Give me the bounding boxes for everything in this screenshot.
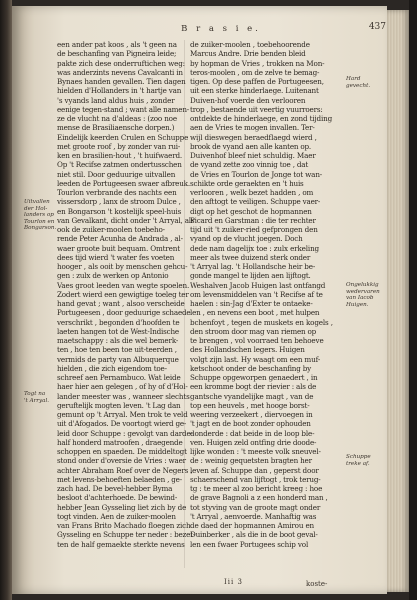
text-line: de daed der hopmannen Amirou en (190, 521, 315, 530)
text-line: tot styving van de groote magt onder (190, 502, 321, 512)
text-line: wijl dieswegen beraedflaegd wierd , (190, 132, 317, 142)
page-header (56, 24, 386, 38)
text-line: hooger , als ooit by menschen gehcu- (57, 262, 188, 271)
margin-note-hard-gevecht (346, 76, 382, 89)
text-line: mense de Brasiliaensche dorpen.) (57, 123, 175, 133)
text-line: met groote roof , by zonder van rui- (57, 141, 181, 151)
text-line: verlooren , welk bezet hadden , om (190, 188, 314, 197)
text-line: len een fwaer Portugees schip vol (190, 539, 309, 549)
text-line: gemunt op 't Arryal. Men trok te veld (57, 410, 188, 419)
text-line: dede nam dagelijx toe : zulx erkeling (190, 243, 320, 253)
text-line: hand gevat ; want , alsoo verscheide (57, 299, 185, 308)
margin-note-line: van Iacob (346, 295, 374, 302)
text-line: ten de half gemaekte sterkte nevens (57, 539, 185, 549)
text-line: van Gevalkant, dicht onder 't Arryal, als (57, 215, 195, 225)
text-line: laeten hangen tot de West-Indische (57, 326, 179, 336)
text-line: ken en brasilien-hout , 't huifwaerd. (57, 151, 183, 160)
text-line: ze de vlucht na d'aldeas : (zoo noe (57, 114, 177, 123)
text-line: de : weinig gequetsten bragten her (190, 456, 312, 466)
text-line: was anderzints nevens Cavalcanti in (57, 67, 183, 77)
text-line: Portugeesen , door geduurige schaede (57, 308, 191, 318)
margin-note-line: Tourlon en (24, 218, 55, 225)
text-line: ten , hoe ten been toe uit-teerden , (57, 345, 177, 355)
text-line: Tourlon verbrande des nachts een (57, 188, 177, 197)
text-line: zach had. De bevel-hebber Byma (57, 484, 173, 493)
text-line: Vaes groot leeden van wegte spoelen. (57, 280, 190, 290)
text-line: Marcus Andre. Drie benden bleid (190, 49, 306, 59)
text-line: eenige tegen-stand ; want alle namen- (57, 104, 190, 114)
text-line: de beschanfing van Pigneira leide; (57, 49, 177, 59)
text-line: Picard en Garstman : die ter rechter (190, 215, 316, 225)
signature-mark: Iii 3 (224, 578, 243, 586)
text-line: pakte zich dese onderruftichen weg: (57, 58, 185, 68)
text-line: vissersdorp , lanx de stroom Dulce , (57, 197, 181, 207)
text-line: Op 't Recifse zatmen ondertusschen (57, 160, 182, 170)
page-number: 437 (368, 22, 386, 32)
text-line: digt op het geschot de hopmannen (190, 206, 312, 216)
text-line: verschrikt , begonden d'hoofden te (57, 317, 180, 327)
margin-note-line: treke af. (346, 460, 370, 467)
text-line: van Frans Brito Machado floegen zich (57, 521, 191, 530)
text-line: haelen : sin-Jag d'Exter te ontaeke- (190, 299, 313, 308)
catchword: koste- (306, 580, 328, 588)
text-line: leeden de Portugeesen swaer afbreuk. (57, 178, 190, 188)
text-line: ketschoot onder de beschanfing by (190, 363, 311, 373)
text-line: bchenfoyt , tegen de muskets en kogels , (190, 317, 333, 327)
margin-note-line: Hard (346, 76, 361, 82)
margin-note-line: landers op (24, 212, 54, 219)
text-line: Eindelijk keerden Crulen en Schuppe (57, 132, 189, 142)
text-line: Gysseling en Schuppe ter neder : bezet- (57, 530, 196, 540)
margin-note-ongelukkig (346, 282, 382, 308)
running-head: B r a s i e. (181, 24, 261, 34)
text-line: schaerschend van lijftogt , trok terug- (190, 474, 321, 484)
text-line: by hopman de Vries , trokken na Mon- (190, 58, 325, 68)
text-line: geruftelijk mogten leven. 't Lag dan (57, 400, 181, 410)
text-line: om levensmiddelen van 't Recifse af te (190, 289, 323, 299)
text-line: Weshalven Jacob Huigen last ontfangd (190, 280, 326, 290)
text-line: tg : te meer al zoo bericht kreeg : hoe (190, 484, 323, 493)
text-line: len , en nevens een boot , met hulpen (190, 308, 320, 318)
text-line: gonde mangel te lijden aen lijftogt. (190, 271, 311, 281)
text-line: top een heuvels , met hooge borst- (190, 400, 310, 410)
text-line: besloot d'achterhoede. De bewind- (57, 493, 178, 503)
margin-note-uitvallen (24, 199, 60, 232)
text-line: uit een sterke hinderlaege. Luitenant (190, 86, 319, 96)
text-line: den afttogt te veiligen. Schuppe vaer- (190, 197, 321, 207)
text-line: weering verzeekert , diervoegen in (190, 410, 313, 419)
text-line: Duivenhof bleef niet schuldig. Maer (190, 151, 316, 160)
margin-note-line: Togt na (24, 391, 46, 397)
text-line: lijke wonden : 't meeste volk sneuvel- (190, 447, 321, 456)
text-line: een ander pat koos , als 't geen na (57, 40, 177, 49)
text-line: 't Arryal , aenvoerde. Manhaftig was (190, 511, 317, 521)
margin-note-line: Uitvallen (24, 199, 50, 205)
text-line: gantsche vyandelijke magt , van de (190, 391, 314, 401)
text-line: 't jagt en de boot zonder ophouden (190, 419, 311, 429)
margin-note-line: der Hol- (24, 205, 48, 212)
text-line: meer als twee duizend sterk onder (190, 252, 311, 262)
text-line: Schuppe opgeworpen genaedert , in (190, 373, 318, 382)
text-line: de grave Bagnoli a z een honderd man , (190, 493, 328, 503)
text-line: met levens-behoeften belaeden , ge- (57, 474, 182, 484)
margin-note-togt (24, 391, 60, 404)
right-text-column (190, 40, 333, 549)
book-spine (0, 0, 12, 600)
margin-note-line: wedervaren (346, 288, 380, 295)
text-line: en Bongarson 't kostelijk speel-huis (57, 206, 182, 216)
text-line: ontdekte de hinderlaege, en zond tijding (190, 114, 333, 123)
text-line: de Vries en Tourlon de Jonge tot wan- (190, 169, 323, 179)
text-line: hielden d'Hollanders in 't hartje van (57, 86, 182, 96)
text-line: leid door Schuppe : gevolgt van darde- (57, 428, 193, 438)
text-line: 's vyands land aldus huis , zonder (57, 95, 175, 105)
text-line: des Hollandschen legers. Huigen (190, 345, 305, 355)
text-line: dees tijd wierd 't water fes voeten (57, 252, 175, 262)
margin-note-line: Bongarson. (24, 225, 57, 232)
text-line: vermids de party van Albuquerque (57, 354, 179, 364)
text-line: brook de vyand aen alle kanten op. (190, 141, 312, 151)
text-line: waer groote buit bequam. Omtrent (57, 243, 180, 253)
text-line: Duinberker , als die in de boot geval- (190, 530, 318, 540)
margin-note-line: gevecht. (346, 82, 371, 89)
text-line: te brengen , vol voorraed ten behoeve (190, 336, 324, 345)
text-line: volgt zijn last. Hy waagt om een muf- (190, 354, 321, 364)
text-line: niet stil. Door geduurige uitvallen (57, 169, 176, 179)
text-line: vyand op de vlucht joegen. Doch (190, 234, 303, 244)
page-edges (387, 10, 409, 592)
text-line: schoppen en spaeden. De middeltogt (57, 447, 187, 456)
margin-note-schuppe (346, 454, 382, 467)
page-edges-shadow (409, 0, 417, 600)
text-line: stond onder d'oversie de Vries : waer (57, 456, 186, 466)
text-line: een kromme bogt der rievier : als de (190, 382, 317, 392)
text-line: den stroom door mag van riemen op (190, 326, 317, 336)
text-line: schreef aen Pernambuco. Wat leide (57, 373, 181, 382)
text-line: achter Abraham Roef over de Negers , (57, 465, 193, 475)
text-line: togt vinden. Aen de zuiker-moolen (57, 511, 176, 521)
text-line: de vyand zette zoo vinnig toe , dat (190, 160, 309, 170)
text-line: maetschappy : als die wel bemerk- (57, 336, 179, 345)
text-line: hielden , die zich eigendom toe- (57, 363, 167, 373)
text-line: teros-moolen , om de zelve te bemag- (190, 67, 320, 77)
text-line: 't Arryal lag. 't Hollandsche heir be- (190, 262, 316, 271)
text-line: donderde : dat beide in de loop ble- (190, 428, 315, 438)
text-line: de zuiker-moolen , toebehoorende (190, 40, 310, 49)
text-line: Duiven-hof voerde den verlooren (190, 95, 306, 105)
text-line: lander meester was , wanneer slechts (57, 391, 190, 401)
text-line: ven. Huigen zeld ontfing drie doode- (190, 437, 317, 447)
text-line: haer hier aen gelegen , of hy of d'Hol- (57, 382, 188, 392)
text-line: rende Peter Acunha de Andrada , al- (57, 234, 183, 244)
text-line: leven af. Schuppe dan , geperst door (190, 465, 319, 475)
text-line: trop , bestaende uit veertig vuurroers: (190, 104, 323, 114)
text-line: aen de Vries te mogen invallen. Ter- (190, 123, 315, 133)
margin-note-line: 't Arryal. (24, 397, 50, 404)
text-line: Bynaes handen gevallen. Tien dagen (57, 77, 186, 86)
text-line: ook de zuiker-moolen toebeho- (57, 225, 165, 234)
text-line: tigen. Op dese paffen de Portugeesen, (190, 77, 324, 86)
margin-note-line: Schuppe (346, 454, 371, 460)
margin-note-line: Ongelukkig (346, 282, 379, 288)
text-line: hebber Jean Gysseling liet zich by de (57, 502, 187, 512)
text-line: schikte orde geraekten en 't huis (190, 178, 304, 188)
text-line: Zodert wierd een gewigtige toeleg ter (57, 289, 189, 299)
text-line: tijd uit 't zuiker-ried gefprongen den (190, 225, 318, 234)
margin-note-line: Huigen. (346, 301, 369, 308)
text-line: gen : zulx de werken op Antonio (57, 271, 169, 281)
text-line: uit d'Afogados. De voortogt wierd ge- (57, 419, 187, 429)
left-text-column (57, 40, 196, 549)
text-line: half honderd matroofen , draegende (57, 437, 183, 447)
